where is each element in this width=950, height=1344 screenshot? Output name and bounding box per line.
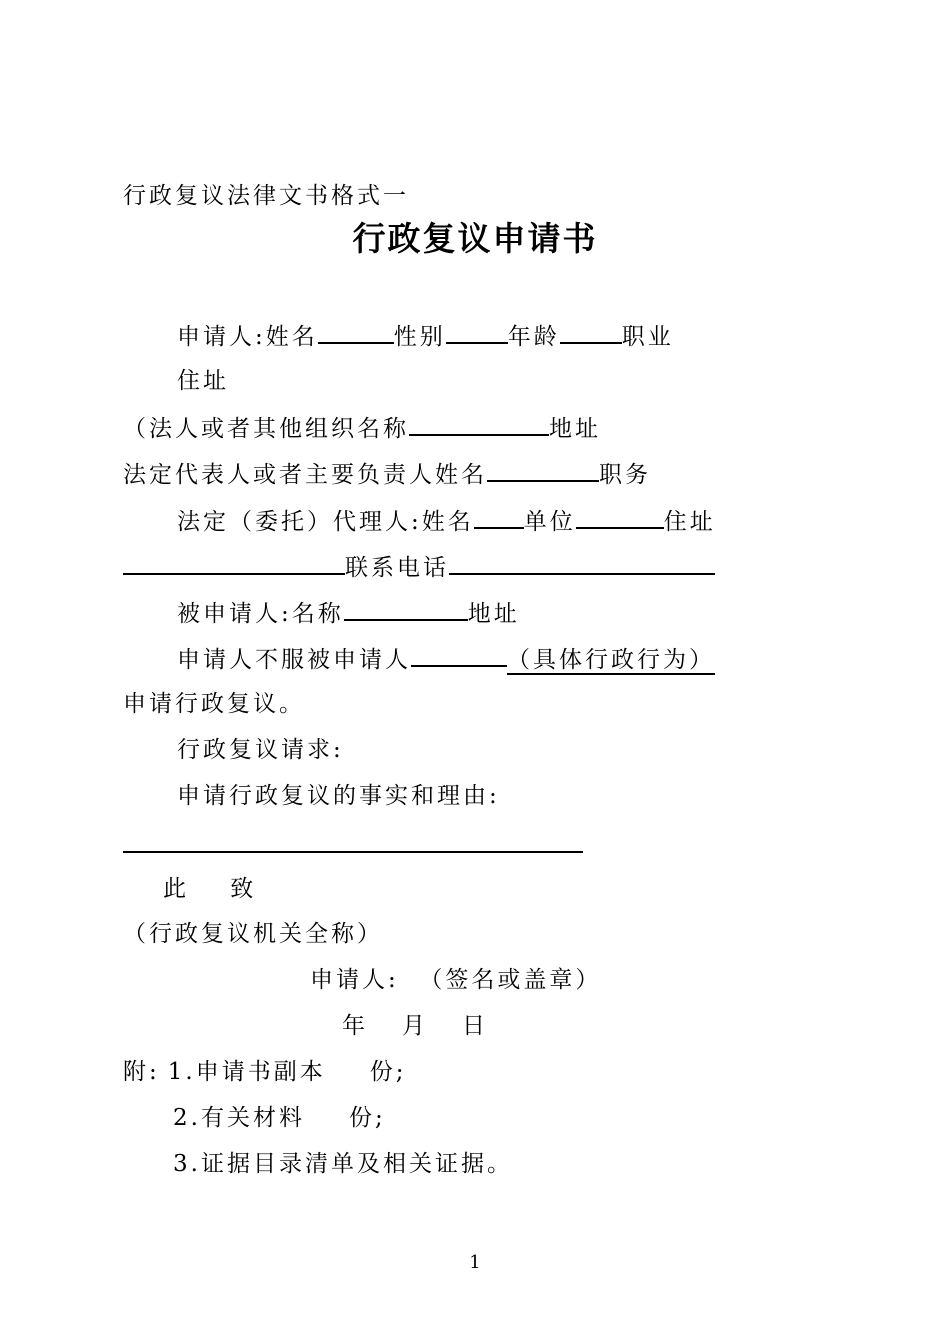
statement-blank — [411, 643, 507, 667]
org-address-label: 地址 — [549, 416, 601, 442]
format-label: 行政复议法律文书格式一 — [123, 183, 409, 209]
authority-name: （行政复议机关全称） — [123, 921, 383, 947]
org-name-label: （法人或者其他组织名称 — [123, 416, 409, 442]
legal-person-line — [123, 412, 601, 444]
attachment-1-suffix: 份; — [369, 1059, 407, 1085]
date-line — [342, 1011, 488, 1041]
applicant-line — [177, 320, 674, 352]
attachments-label: 附: — [123, 1059, 160, 1085]
date-month: 月 — [402, 1013, 428, 1039]
representative-name-blank — [487, 458, 599, 482]
applicant-name-label: 姓名 — [265, 324, 318, 350]
attachment-item-2 — [173, 1103, 386, 1133]
agent-name-label: 姓名 — [421, 509, 474, 535]
applicant-gender-label: 性别 — [393, 324, 446, 350]
statement-line — [177, 643, 715, 675]
agent-line — [177, 505, 716, 537]
agent-name-blank — [474, 505, 524, 529]
respondent-name-blank — [344, 597, 468, 621]
attachment-item-3: 3.证据目录清单及相关证据。 — [173, 1151, 513, 1177]
agent-label: 法定（委托）代理人: — [177, 509, 422, 535]
org-name-blank — [409, 412, 549, 436]
facts-rule — [123, 851, 583, 853]
statement-action: （具体行政行为） — [507, 647, 715, 673]
signature-line: 申请人: （签名或盖章） — [310, 967, 602, 993]
applicant-name-blank — [318, 320, 394, 344]
respondent-label: 被申请人: — [177, 601, 292, 627]
representative-name-label: 法定代表人或者主要负责人姓名 — [123, 462, 487, 488]
statement-prefix: 申请人不服被申请人 — [177, 647, 411, 673]
respondent-name-label: 名称 — [291, 601, 344, 627]
applicant-address-label: 住址 — [177, 368, 229, 394]
applicant-age-label: 年龄 — [507, 324, 560, 350]
salutation: 此 致 — [163, 876, 257, 902]
applicant-occupation-label: 职业 — [621, 324, 674, 350]
attachment-2-prefix: 2.有关材料 — [173, 1105, 305, 1131]
agent-phone-label: 联系电话 — [345, 555, 449, 581]
representative-position-label: 职务 — [599, 462, 651, 488]
respondent-address-label: 地址 — [467, 601, 520, 627]
document-title: 行政复议申请书 — [352, 219, 598, 258]
agent-unit-blank — [576, 505, 664, 529]
agent-phone-blank — [449, 551, 715, 575]
attachment-2-suffix: 份; — [348, 1105, 386, 1131]
date-day: 日 — [462, 1013, 488, 1039]
date-year: 年 — [342, 1013, 368, 1039]
respondent-line — [177, 597, 520, 629]
applicant-age-blank — [560, 320, 622, 344]
agent-address-label: 住址 — [663, 509, 716, 535]
statement-suffix: 申请行政复议。 — [123, 691, 305, 717]
agent-unit-label: 单位 — [523, 509, 576, 535]
request-label: 行政复议请求: — [177, 737, 344, 763]
attachment-1-prefix: 1.申请书副本 — [167, 1059, 326, 1085]
agent-address-blank — [123, 551, 345, 575]
applicant-gender-blank — [446, 320, 508, 344]
facts-label: 申请行政复议的事实和理由: — [177, 783, 500, 809]
applicant-label: 申请人: — [177, 324, 266, 350]
attachment-item-1 — [123, 1057, 406, 1087]
representative-line — [123, 458, 651, 490]
agent-phone-line — [123, 551, 715, 583]
page-number: 1 — [469, 1252, 481, 1273]
